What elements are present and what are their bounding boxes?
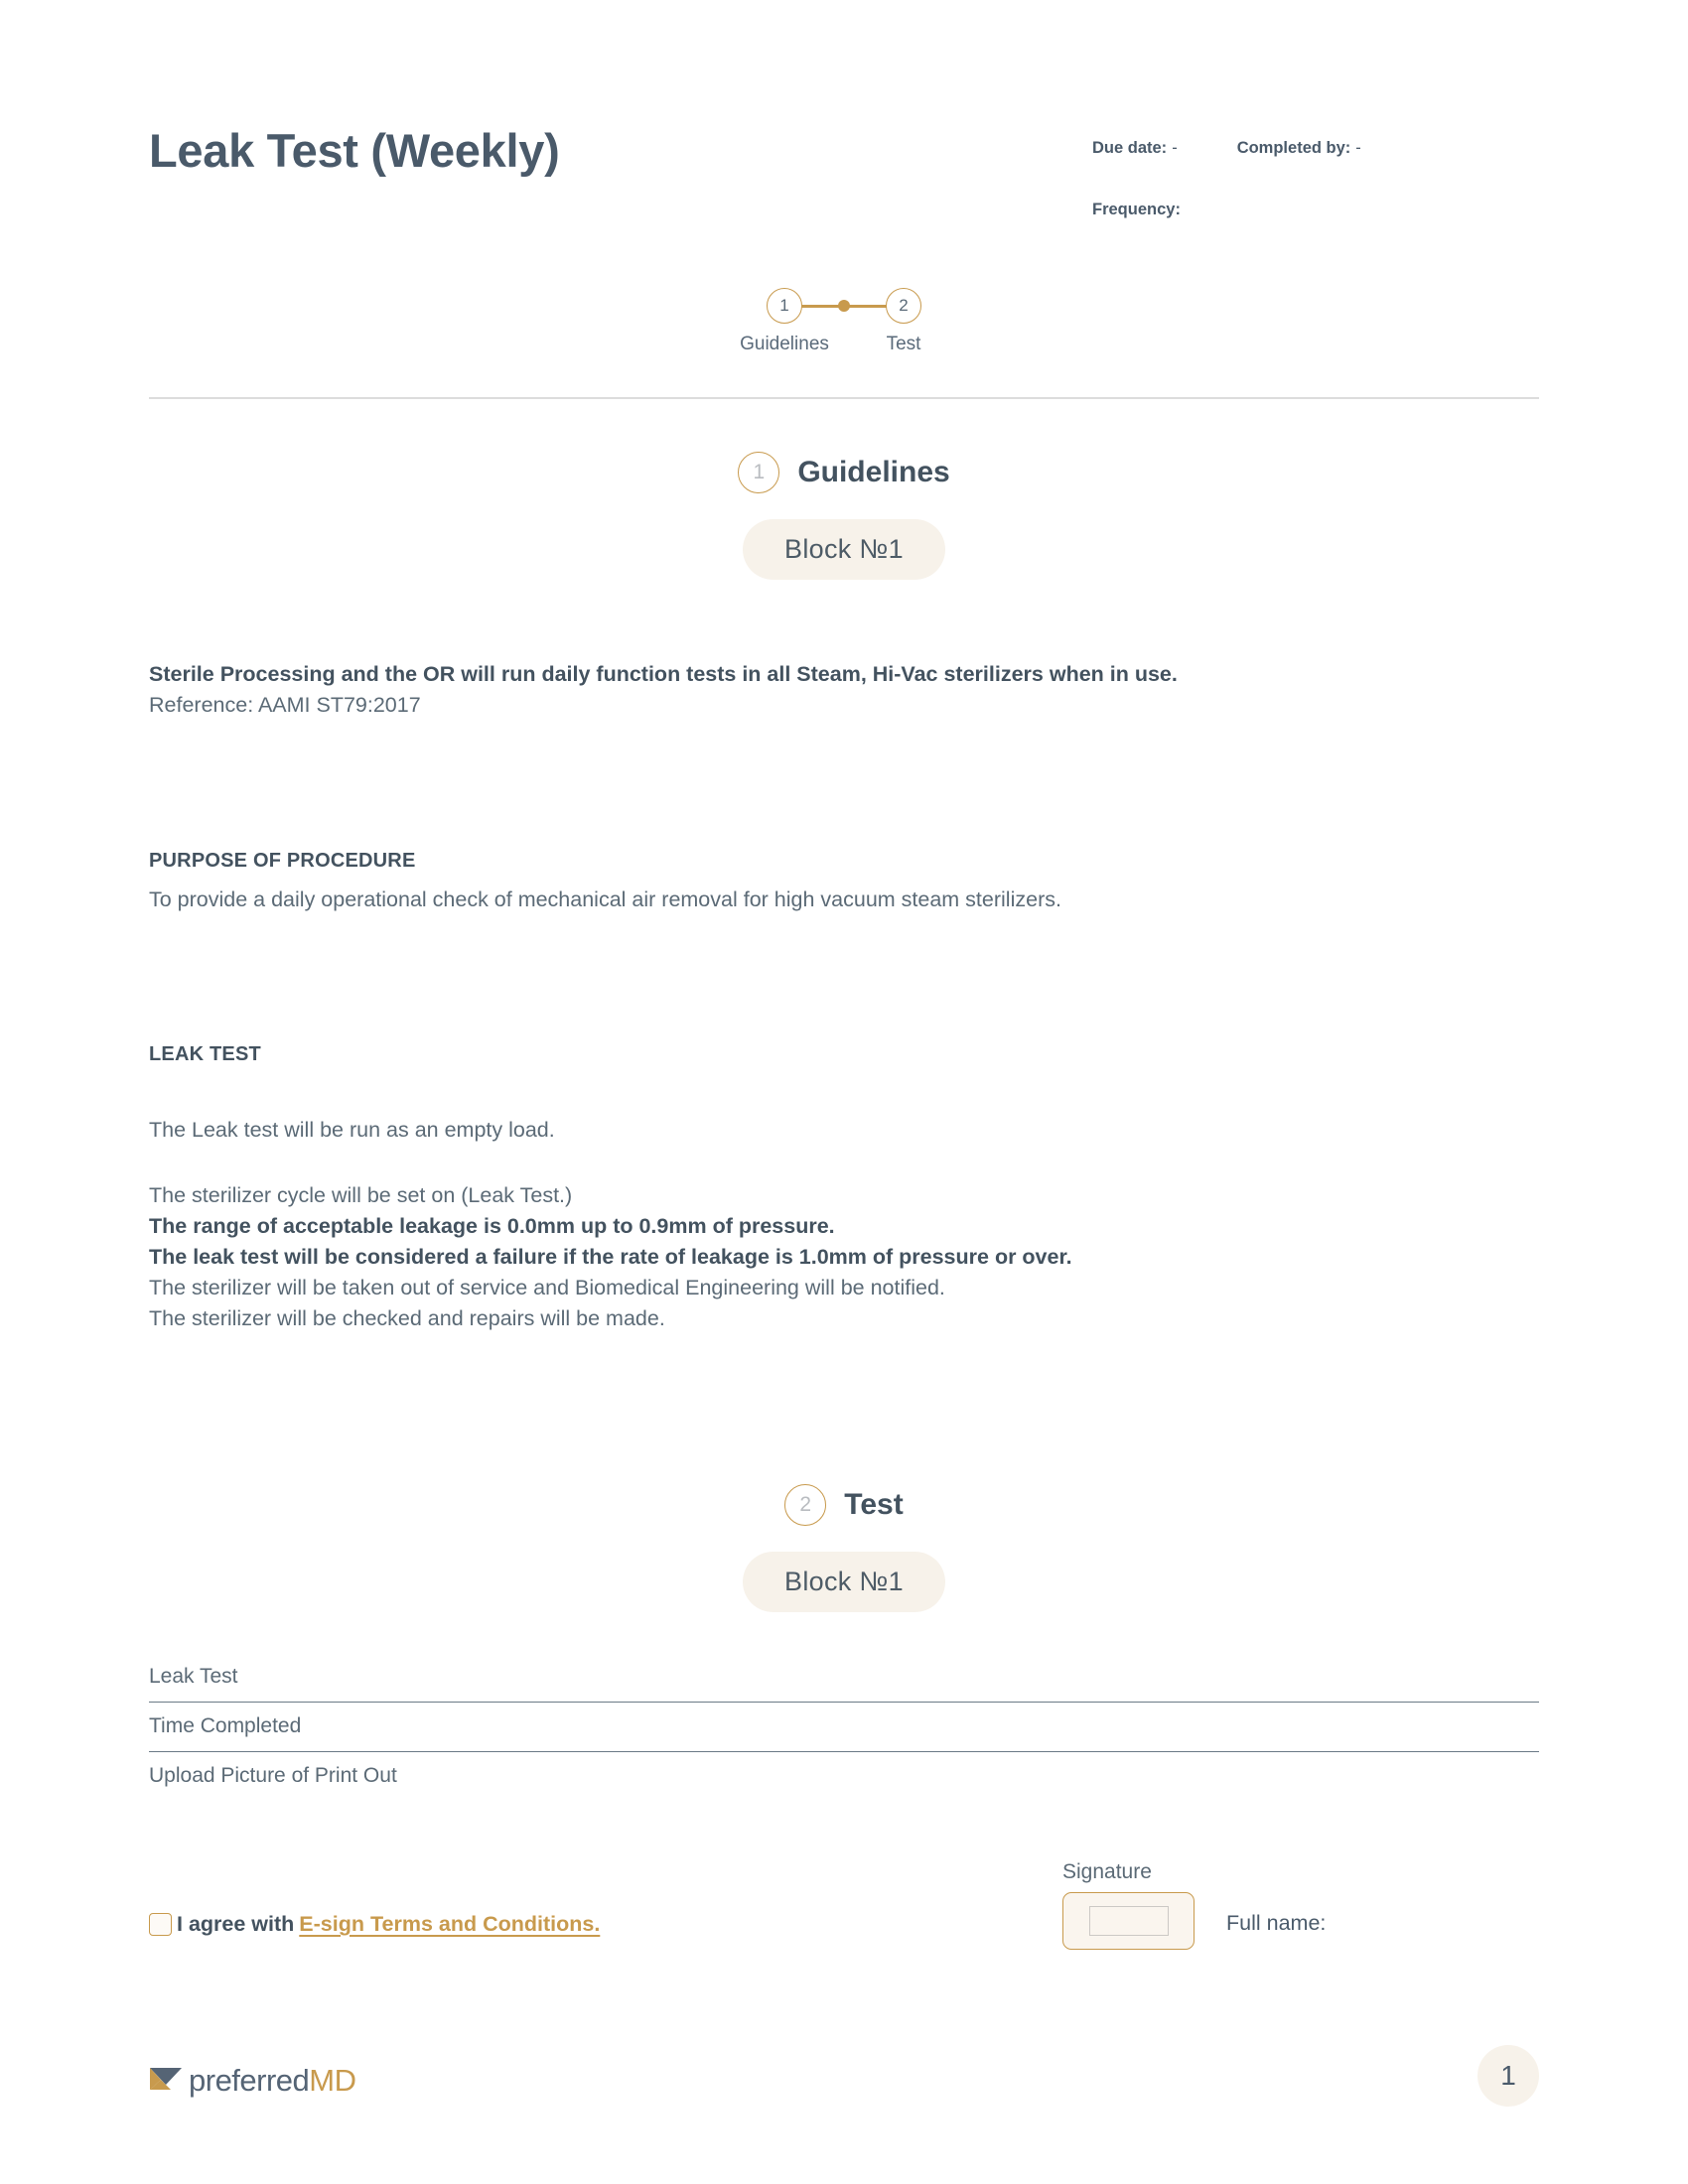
progress-stepper <box>149 288 1539 355</box>
preferredmd-logo <box>149 2063 356 2097</box>
document-header <box>149 0 1539 236</box>
header-divider <box>149 397 1539 399</box>
test-block-badge-wrap <box>149 1552 1539 1612</box>
logo-primary-text: preferred <box>189 2062 310 2098</box>
stepper-track <box>725 288 963 355</box>
leak-line-out-of-service: The sterilizer will be taken out of service and Biomedical Engineering will be notified. <box>149 1276 945 1300</box>
signature-placeholder-rect <box>1089 1906 1169 1936</box>
guidelines-body <box>149 659 1539 1335</box>
signing-area <box>149 1860 1539 1989</box>
test-fields <box>149 1665 1539 1801</box>
stepper-step-test[interactable] <box>844 288 963 355</box>
page-number-badge: 1 <box>1477 2045 1539 2107</box>
header-meta <box>1092 139 1539 262</box>
field-time-completed[interactable]: Time Completed <box>149 1703 1539 1752</box>
leak-line-failure: The leak test will be considered a failure if the rate of leakage is 1.0mm of pressure or over. <box>149 1245 1072 1270</box>
due-date-value: - <box>1172 139 1178 157</box>
stepper-step-number: 2 <box>886 288 921 324</box>
signature-block <box>1062 1860 1326 1950</box>
leak-line-range: The range of acceptable leakage is 0.0mm up to 0.9mm of pressure. <box>149 1213 835 1238</box>
guidelines-section-heading <box>149 452 1539 493</box>
stepper-step-number: 1 <box>767 288 802 324</box>
stepper-step-label: Guidelines <box>740 334 829 354</box>
page-title: Leak Test (Weekly) <box>149 124 560 177</box>
esign-terms-link[interactable]: E-sign Terms and Conditions. <box>299 1912 601 1936</box>
test-block-badge: Block №1 <box>743 1552 945 1612</box>
completed-by-group <box>1237 139 1361 158</box>
meta-row-frequency <box>1092 201 1539 219</box>
stepper-step-guidelines[interactable] <box>725 288 844 355</box>
logo-accent-text: MD <box>309 2062 356 2098</box>
leak-line-cycle: The sterilizer cycle will be set on (Leak Test.) <box>149 1182 573 1207</box>
signature-label: Signature <box>1062 1860 1152 1883</box>
leak-test-heading: LEAK TEST <box>149 1042 261 1065</box>
leak-line-repairs: The sterilizer will be checked and repairs will be made. <box>149 1306 665 1331</box>
test-section <box>149 1484 1539 1989</box>
purpose-heading: PURPOSE OF PROCEDURE <box>149 850 416 873</box>
frequency-label: Frequency: <box>1092 201 1181 218</box>
purpose-text: To provide a daily operational check of mechanical air removal for high vacuum steam sterilizers. <box>149 887 1061 912</box>
test-title: Test <box>844 1488 904 1521</box>
due-date-label: Due date: <box>1092 139 1168 157</box>
test-step-number: 2 <box>784 1484 826 1526</box>
page-content <box>149 0 1539 1936</box>
field-leak-test[interactable]: Leak Test <box>149 1665 1539 1703</box>
document-footer <box>149 2037 1539 2097</box>
guidelines-block-badge: Block №1 <box>743 519 945 580</box>
leak-line-empty-load: The Leak test will be run as an empty load. <box>149 1117 555 1142</box>
completed-by-value: - <box>1355 139 1361 157</box>
full-name-label: Full name: <box>1226 1911 1327 1935</box>
guidelines-block-badge-wrap <box>149 519 1539 580</box>
stepper-midpoint-dot <box>838 300 850 312</box>
guidelines-section <box>149 452 1539 1335</box>
esign-agreement-row[interactable] <box>149 1912 600 1937</box>
field-upload-picture[interactable]: Upload Picture of Print Out <box>149 1764 397 1787</box>
guidelines-step-number: 1 <box>738 452 779 493</box>
signature-input-box[interactable] <box>1062 1892 1195 1950</box>
stepper-step-label: Test <box>886 334 921 354</box>
guidelines-reference: Reference: AAMI ST79:2017 <box>149 693 421 718</box>
guidelines-intro-text: Sterile Processing and the OR will run daily function tests in all Steam, Hi-Vac sterilizers when in use. <box>149 662 1178 686</box>
agree-label: I agree with <box>177 1912 295 1936</box>
meta-row-due-completed <box>1092 139 1539 158</box>
signature-column <box>1062 1860 1195 1950</box>
guidelines-title: Guidelines <box>797 456 950 488</box>
test-section-heading <box>149 1484 1539 1526</box>
logo-checkmark-icon <box>149 2063 183 2097</box>
completed-by-label: Completed by: <box>1236 139 1351 157</box>
logo-wordmark <box>189 2062 356 2098</box>
agree-checkbox[interactable] <box>149 1913 172 1936</box>
